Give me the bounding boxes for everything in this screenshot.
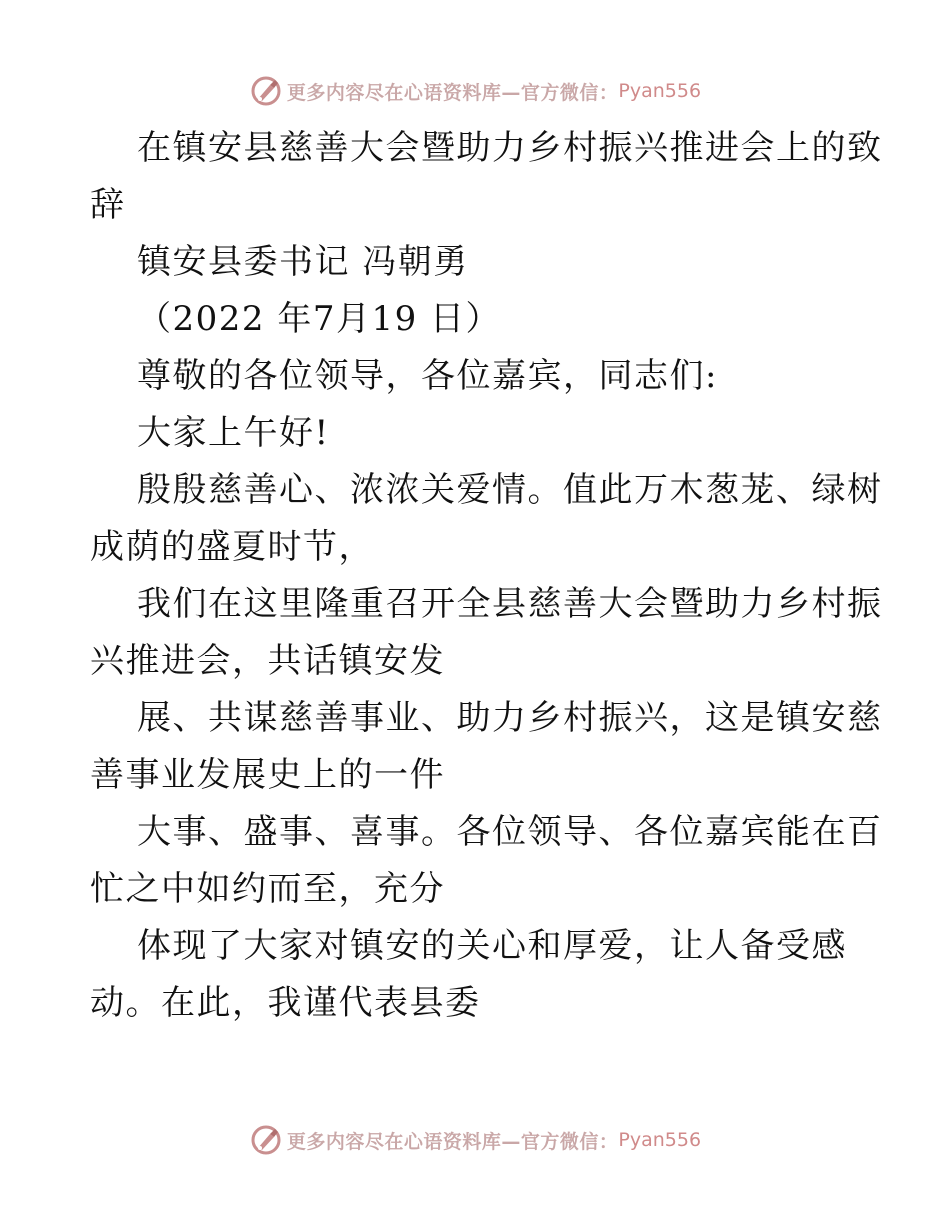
greeting-line: 大家上午好! <box>137 413 330 453</box>
salutation-line: 尊敬的各位领导，各位嘉宾，同志们: <box>137 356 718 396</box>
pen-logo-icon <box>249 1123 283 1157</box>
document-body <box>90 120 883 1032</box>
paragraph-line: 殷殷慈善心、浓浓关爱情。值此万木葱茏、绿树 <box>137 470 883 510</box>
watermark-wechat-id: Pyan556 <box>618 1129 702 1151</box>
paragraph-line: 展、共谋慈善事业、助力乡村振兴，这是镇安慈 <box>137 698 883 738</box>
watermark-banner-top <box>0 71 950 111</box>
paragraph-line: 兴推进会，共话镇安发 <box>90 641 445 681</box>
date-line: （2022 年7月19 日） <box>137 299 502 339</box>
title-line-1: 在镇安县慈善大会暨助力乡村振兴推进会上的致 <box>137 128 883 168</box>
paragraph-line: 大事、盛事、喜事。各位领导、各位嘉宾能在百 <box>137 812 883 852</box>
paragraph-line: 成荫的盛夏时节， <box>90 527 374 567</box>
watermark-text: 更多内容尽在心语资料库—官方微信： <box>286 81 619 104</box>
pen-logo-icon <box>249 74 283 108</box>
paragraph-line: 动。在此，我谨代表县委 <box>90 983 481 1023</box>
title-line-2: 辞 <box>90 185 126 225</box>
author-line: 镇安县委书记 冯朝勇 <box>137 242 469 282</box>
watermark-text: 更多内容尽在心语资料库—官方微信： <box>286 1130 619 1153</box>
paragraph-line: 善事业发展史上的一件 <box>90 755 445 795</box>
watermark-wechat-id: Pyan556 <box>618 80 702 102</box>
paragraph-line: 体现了大家对镇安的关心和厚爱，让人备受感 <box>137 926 847 966</box>
paragraph-line: 忙之中如约而至，充分 <box>90 869 445 909</box>
paragraph-line: 我们在这里隆重召开全县慈善大会暨助力乡村振 <box>137 584 883 624</box>
watermark-banner-bottom <box>0 1120 950 1160</box>
